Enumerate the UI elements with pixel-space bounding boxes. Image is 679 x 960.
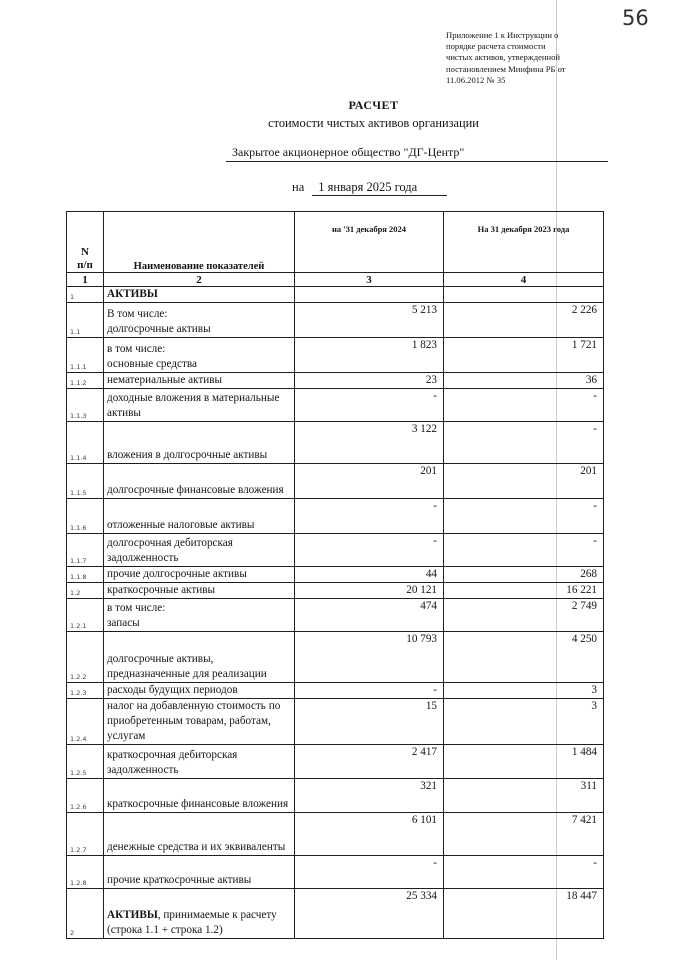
row-number: 2 — [67, 889, 104, 939]
value-2023: 4 250 — [444, 632, 604, 683]
value-2023: - — [444, 422, 604, 464]
row-number: 1.2.2 — [67, 632, 104, 683]
document-subtitle: стоимости чистых активов организации — [268, 116, 479, 130]
value-2023: 1 721 — [444, 338, 604, 373]
value-2024: 10 793 — [295, 632, 444, 683]
row-number: 1.1.3 — [67, 389, 104, 422]
row-number: 1.1.7 — [67, 534, 104, 567]
row-number: 1.1.1 — [67, 338, 104, 373]
row-name: налог на добавленную стоимость по приобретенным товарам, работам, услугам — [104, 699, 295, 745]
row-name: долгосрочная дебиторская задолженность — [104, 534, 295, 567]
row-name: нематериальные активы — [104, 373, 295, 389]
value-2024: 201 — [295, 464, 444, 499]
value-2023: - — [444, 499, 604, 534]
value-2023: 36 — [444, 373, 604, 389]
row-number: 1.1.8 — [67, 567, 104, 583]
row-number: 1.2 — [67, 583, 104, 599]
header-num: N п/п — [67, 212, 104, 273]
value-2023: 201 — [444, 464, 604, 499]
value-2023: 311 — [444, 779, 604, 813]
value-2023: 16 221 — [444, 583, 604, 599]
row-name: краткосрочные активы — [104, 583, 295, 599]
column-index: 1 — [67, 273, 104, 287]
header-col-b: На 31 декабря 2023 года — [444, 212, 604, 273]
value-2024: 5 213 — [295, 303, 444, 338]
date-value: 1 января 2025 года — [312, 180, 447, 196]
value-2024: 1 823 — [295, 338, 444, 373]
table-row — [67, 889, 604, 939]
table-row — [67, 422, 604, 464]
table-row — [67, 373, 604, 389]
table-row — [67, 464, 604, 499]
row-name: АКТИВЫ — [104, 287, 295, 303]
value-2024: 2 417 — [295, 745, 444, 779]
row-name: прочие долгосрочные активы — [104, 567, 295, 583]
row-name: АКТИВЫ, принимаемые к расчету (строка 1.1 + строка 1.2) — [104, 889, 295, 939]
column-index-row — [67, 273, 604, 287]
table-header-row — [67, 212, 604, 273]
column-index: 4 — [444, 273, 604, 287]
table-row — [67, 632, 604, 683]
value-2024: 25 334 — [295, 889, 444, 939]
value-2024: 20 121 — [295, 583, 444, 599]
row-number: 1 — [67, 287, 104, 303]
appendix-line: чистых активов, утвержденной — [446, 52, 560, 63]
row-number: 1.2.3 — [67, 683, 104, 699]
table-row — [67, 699, 604, 745]
row-name: долгосрочные финансовые вложения — [104, 464, 295, 499]
net-assets-table — [66, 211, 604, 939]
row-name: краткосрочные финансовые вложения — [104, 779, 295, 813]
row-name: денежные средства и их эквиваленты — [104, 813, 295, 856]
value-2024: - — [295, 499, 444, 534]
value-2023: - — [444, 534, 604, 567]
table-row — [67, 745, 604, 779]
value-2024: 15 — [295, 699, 444, 745]
table-row — [67, 583, 604, 599]
value-2024: - — [295, 389, 444, 422]
row-name: прочие краткосрочные активы — [104, 856, 295, 889]
row-name: в том числе: основные средства — [104, 338, 295, 373]
table-row — [67, 287, 604, 303]
appendix-line: 11.06.2012 № 35 — [446, 74, 506, 85]
value-2023: 7 421 — [444, 813, 604, 856]
row-name: доходные вложения в материальные активы — [104, 389, 295, 422]
value-2023: 3 — [444, 699, 604, 745]
date-prefix: на — [292, 180, 305, 194]
table-row — [67, 813, 604, 856]
value-2024 — [295, 287, 444, 303]
row-name: расходы будущих периодов — [104, 683, 295, 699]
value-2023: - — [444, 389, 604, 422]
value-2024: - — [295, 856, 444, 889]
row-number: 1.2.8 — [67, 856, 104, 889]
row-number: 1.1.2 — [67, 373, 104, 389]
value-2024: - — [295, 534, 444, 567]
value-2023: 18 447 — [444, 889, 604, 939]
value-2023: 268 — [444, 567, 604, 583]
appendix-line: Приложение 1 к Инструкции о — [446, 30, 559, 40]
header-col-a: на '31 декабря 2024 — [295, 212, 444, 273]
row-name: краткосрочная дебиторская задолженность — [104, 745, 295, 779]
value-2024: 6 101 — [295, 813, 444, 856]
table-row — [67, 389, 604, 422]
appendix-line: постановлением Минфина РБ от — [446, 63, 566, 74]
report-date — [292, 180, 447, 196]
value-2023: 2 749 — [444, 599, 604, 632]
row-name: в том числе: запасы — [104, 599, 295, 632]
row-number: 1.1.6 — [67, 499, 104, 534]
table-row — [67, 534, 604, 567]
row-name: долгосрочные активы, предназначенные для реализации — [104, 632, 295, 683]
row-number: 1.2.1 — [67, 599, 104, 632]
value-2024: 3 122 — [295, 422, 444, 464]
appendix-note — [446, 30, 606, 86]
value-2023: 2 226 — [444, 303, 604, 338]
organization-name: Закрытое акционерное общество "ДГ-Центр" — [226, 145, 608, 162]
value-2023: 1 484 — [444, 745, 604, 779]
column-index: 2 — [104, 273, 295, 287]
row-number: 1.1 — [67, 303, 104, 338]
page-number: 56 — [622, 6, 649, 30]
row-number: 1.1.4 — [67, 422, 104, 464]
value-2024: 23 — [295, 373, 444, 389]
row-number: 1.2.6 — [67, 779, 104, 813]
table-row — [67, 683, 604, 699]
value-2023: 3 — [444, 683, 604, 699]
document-title: РАСЧЕТ — [348, 98, 399, 112]
value-2023: - — [444, 856, 604, 889]
value-2024: - — [295, 683, 444, 699]
appendix-line: порядке расчета стоимости — [446, 41, 546, 52]
table-row — [67, 499, 604, 534]
table-row — [67, 567, 604, 583]
row-name: вложения в долгосрочные активы — [104, 422, 295, 464]
row-number: 1.2.4 — [67, 699, 104, 745]
row-name: отложенные налоговые активы — [104, 499, 295, 534]
value-2024: 474 — [295, 599, 444, 632]
table-row — [67, 599, 604, 632]
row-name: В том числе: долгосрочные активы — [104, 303, 295, 338]
value-2024: 44 — [295, 567, 444, 583]
table-row — [67, 779, 604, 813]
row-number: 1.2.7 — [67, 813, 104, 856]
table-row — [67, 303, 604, 338]
value-2024: 321 — [295, 779, 444, 813]
row-number: 1.2.5 — [67, 745, 104, 779]
value-2023 — [444, 287, 604, 303]
table-row — [67, 856, 604, 889]
row-number: 1.1.5 — [67, 464, 104, 499]
header-name: Наименование показателей — [104, 212, 295, 273]
table-row — [67, 338, 604, 373]
table-body — [67, 287, 604, 939]
column-index: 3 — [295, 273, 444, 287]
